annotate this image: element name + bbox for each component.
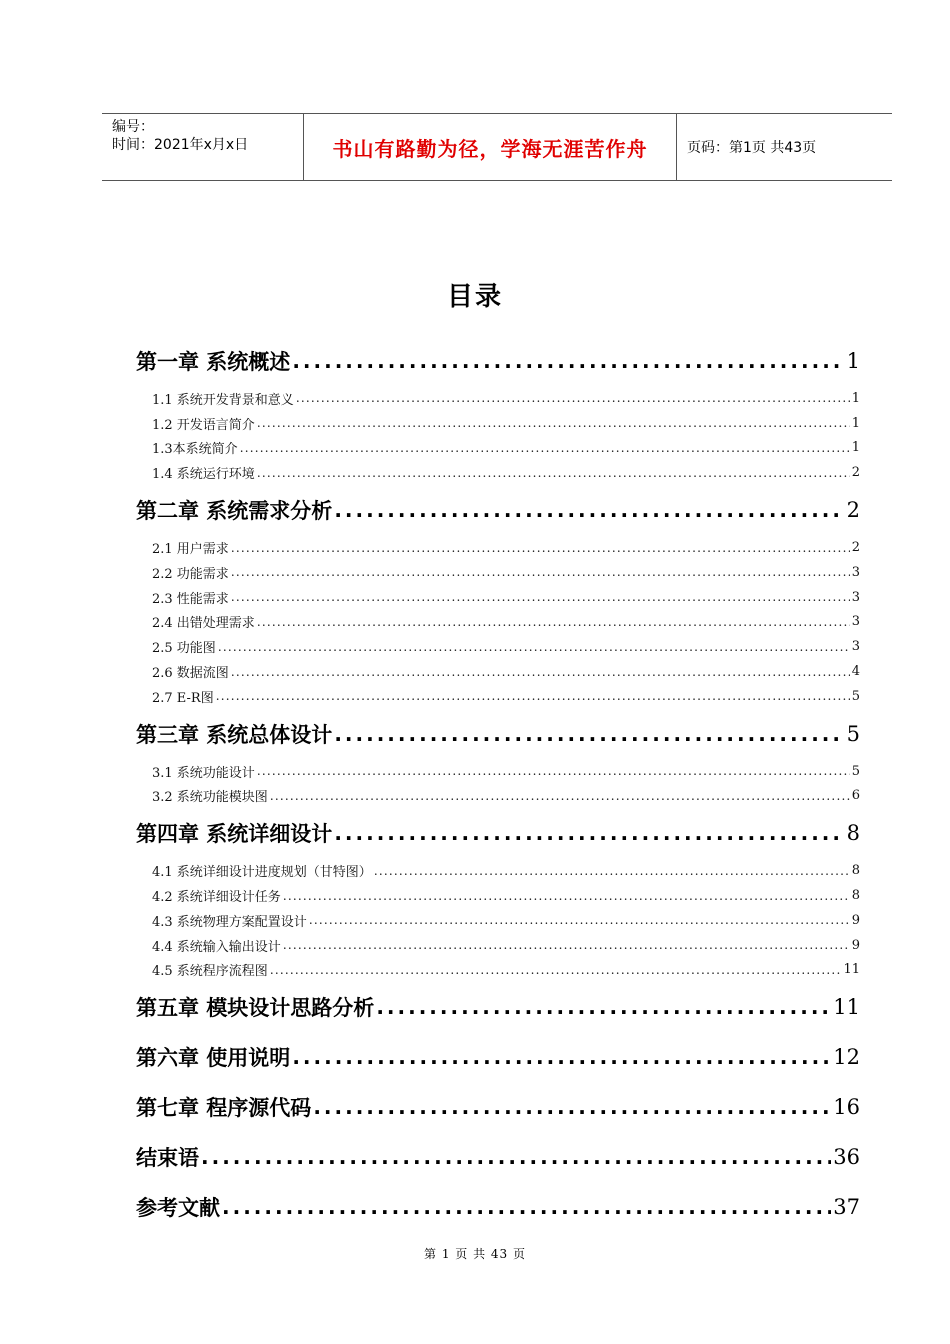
header-page-info: 页码：第1页 共43页 (687, 140, 817, 156)
toc-section-entry[interactable] (136, 411, 860, 436)
toc-entry-label: 第三章 系统总体设计 (136, 722, 333, 747)
toc-section-entry[interactable] (136, 535, 860, 560)
toc-entry-label: 4.1 系统详细设计进度规划（甘特图） (152, 865, 372, 881)
toc-entry-page: 3 (851, 614, 860, 630)
toc-chapter-entry[interactable] (136, 1132, 860, 1182)
toc-leader-dots (313, 1095, 831, 1119)
toc-entry-page: 3 (851, 564, 860, 580)
toc-entry-label: 4.4 系统输入输出设计 (152, 939, 281, 955)
toc-entry-page: 6 (851, 788, 860, 804)
toc-leader-dots (296, 391, 850, 405)
toc-entry-page: 5 (851, 688, 860, 704)
toc-entry-label: 2.1 用户需求 (152, 542, 229, 558)
toc-entry-label: 第一章 系统概述 (136, 350, 291, 374)
toc-section-entry[interactable] (136, 460, 860, 485)
toc-leader-dots (334, 498, 844, 522)
toc-chapter-entry[interactable] (136, 982, 860, 1032)
toc-section-entry[interactable] (136, 883, 860, 908)
toc-entry-label: 4.2 系统详细设计任务 (152, 890, 281, 906)
toc-section-entry[interactable] (136, 858, 860, 883)
toc-entry-page: 5 (851, 763, 860, 779)
toc-entry-label: 参考文献 (136, 1196, 220, 1221)
toc-entry-page: 12 (833, 1045, 860, 1070)
toc-leader-dots (231, 541, 850, 555)
toc-chapter-entry[interactable] (136, 808, 860, 858)
toc-entry-label: 2.2 功能需求 (152, 566, 229, 582)
toc-section-entry[interactable] (136, 684, 860, 709)
toc-entry-page: 3 (851, 589, 860, 605)
toc-entry-label: 1.2 开发语言简介 (152, 417, 255, 433)
toc-leader-dots (257, 466, 850, 480)
toc-leader-dots (309, 913, 850, 927)
toc-entry-label: 第五章 模块设计思路分析 (136, 996, 375, 1021)
toc-leader-dots (270, 789, 850, 803)
toc-entry-page: 11 (833, 995, 860, 1020)
toc-entry-page: 36 (833, 1145, 860, 1170)
toc-entry-page: 11 (843, 962, 860, 978)
toc-entry-label: 3.2 系统功能模块图 (152, 790, 268, 806)
toc-entry-label: 2.4 出错处理需求 (152, 616, 255, 632)
toc-chapter-entry[interactable] (136, 336, 860, 386)
toc-leader-dots (201, 1145, 831, 1169)
toc-entry-label: 第二章 系统需求分析 (136, 499, 333, 524)
toc-entry-label: 1.4 系统运行环境 (152, 467, 255, 483)
toc-entry-label: 2.3 性能需求 (152, 591, 229, 607)
toc-section-entry[interactable] (136, 958, 860, 983)
toc-entry-page: 16 (833, 1095, 860, 1120)
page-title: 目录 (446, 282, 503, 312)
toc-leader-dots (334, 821, 844, 845)
toc-leader-dots (257, 764, 850, 778)
toc-entry-page: 2 (846, 498, 860, 523)
toc-section-entry[interactable] (136, 634, 860, 659)
toc-entry-page: 5 (846, 721, 860, 746)
toc-leader-dots (231, 665, 850, 679)
toc-entry-page: 1 (851, 415, 860, 431)
toc-leader-dots (218, 640, 850, 654)
toc-section-entry[interactable] (136, 585, 860, 610)
toc-entry-page: 2 (851, 540, 860, 556)
header-motto: 书山有路勤为径，学海无涯苦作舟 (304, 114, 677, 180)
toc-entry-page: 1 (851, 390, 860, 406)
toc-chapter-entry[interactable] (136, 709, 860, 759)
toc-entry-label: 结束语 (136, 1146, 199, 1171)
toc-leader-dots (292, 1045, 831, 1069)
toc-entry-page: 9 (851, 912, 860, 928)
toc-chapter-entry[interactable] (136, 1182, 860, 1232)
document-time: 时间：2021年x月x日 (112, 137, 249, 153)
toc-entry-page: 2 (851, 465, 860, 481)
toc-entry-label: 2.7 E-R图 (152, 690, 214, 706)
toc-leader-dots (283, 889, 850, 903)
toc-leader-dots (257, 416, 850, 430)
toc-chapter-entry[interactable] (136, 485, 860, 535)
toc-entry-page: 9 (851, 937, 860, 953)
toc-entry-label: 4.3 系统物理方案配置设计 (152, 914, 307, 930)
toc-chapter-entry[interactable] (136, 1032, 860, 1082)
toc-leader-dots (216, 689, 850, 703)
toc-leader-dots (222, 1195, 831, 1219)
toc-entry-page: 8 (851, 888, 860, 904)
document-number: 编号： (112, 119, 154, 135)
toc-entry-page: 1 (851, 440, 860, 456)
toc-entry-page: 37 (833, 1195, 860, 1220)
toc-entry-label: 4.5 系统程序流程图 (152, 964, 268, 980)
toc-section-entry[interactable] (136, 933, 860, 958)
toc-entry-label: 第四章 系统详细设计 (136, 822, 333, 847)
toc-leader-dots (240, 441, 850, 455)
toc-entry-label: 3.1 系统功能设计 (152, 765, 255, 781)
header-meta (102, 114, 304, 180)
toc-entry-page: 3 (851, 639, 860, 655)
toc-leader-dots (257, 615, 850, 629)
page-footer: 第 1 页 共 43 页 (424, 1247, 526, 1261)
toc-leader-dots (283, 938, 850, 952)
toc-entry-label: 2.5 功能图 (152, 641, 216, 657)
toc-entry-label: 2.6 数据流图 (152, 666, 229, 682)
toc-leader-dots (270, 963, 842, 977)
toc-section-entry[interactable] (136, 759, 860, 784)
toc-section-entry[interactable] (136, 784, 860, 809)
toc-section-entry[interactable] (136, 436, 860, 461)
toc-entry-page: 8 (851, 863, 860, 879)
toc-section-entry[interactable] (136, 386, 860, 411)
toc-entry-label: 第六章 使用说明 (136, 1046, 291, 1071)
table-of-contents (136, 336, 860, 1232)
toc-entry-label: 第七章 程序源代码 (136, 1096, 312, 1121)
toc-entry-label: 1.3本系统简介 (152, 442, 238, 458)
toc-entry-page: 4 (851, 664, 860, 680)
toc-section-entry[interactable] (136, 610, 860, 635)
toc-leader-dots (292, 349, 844, 373)
toc-entry-label: 1.1 系统开发背景和意义 (152, 392, 294, 408)
toc-entry-page: 1 (846, 349, 860, 373)
toc-leader-dots (334, 722, 844, 746)
toc-leader-dots (374, 864, 850, 878)
toc-entry-page: 8 (846, 821, 860, 846)
document-header (102, 113, 892, 181)
toc-leader-dots (231, 565, 850, 579)
toc-leader-dots (376, 995, 831, 1019)
toc-leader-dots (231, 590, 850, 604)
toc-section-entry[interactable] (136, 908, 860, 933)
toc-chapter-entry[interactable] (136, 1082, 860, 1132)
toc-section-entry[interactable] (136, 560, 860, 585)
toc-section-entry[interactable] (136, 659, 860, 684)
